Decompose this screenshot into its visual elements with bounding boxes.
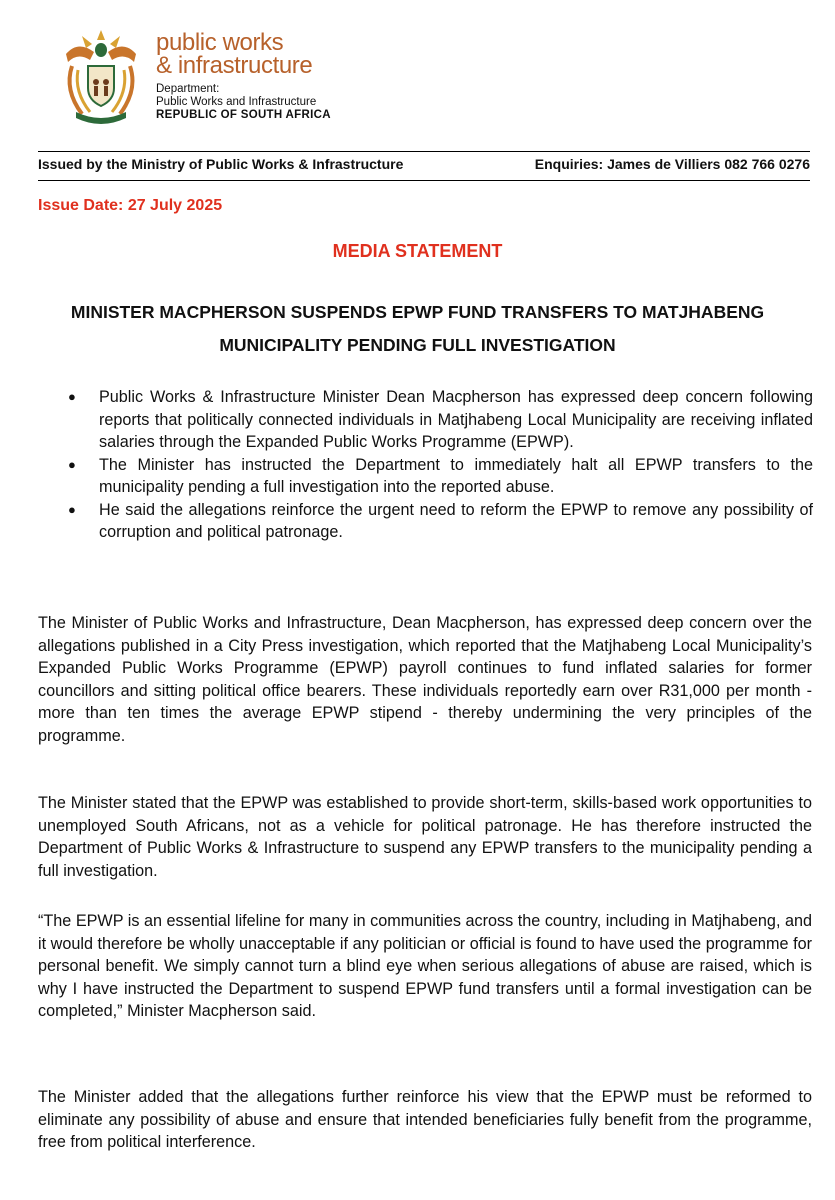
- key-point-text: The Minister has instructed the Department to immediately halt all EPWP transfers to the municipality pending a full investigation into the reported abuse.: [99, 455, 813, 496]
- headline: MINISTER MACPHERSON SUSPENDS EPWP FUND TRANSFERS TO MATJHABENG MUNICIPALITY PENDING FULL INVESTIGATION: [70, 302, 765, 355]
- key-point-text: He said the allegations reinforce the urgent need to reform the EPWP to remove any possibility of corruption and political patronage.: [99, 500, 813, 541]
- key-point: [68, 499, 813, 544]
- issued-by: Issued by the Ministry of Public Works & Infrastructure: [38, 156, 404, 172]
- statement-type: MEDIA STATEMENT: [332, 241, 503, 261]
- key-point-text: Public Works & Infrastructure Minister Dean Macpherson has expressed deep concern following reports that politically connected individuals in Matjhabeng Local Municipality are receiving inflated salaries through the Expanded Public Works Programme (EPWP).: [99, 388, 813, 451]
- south-africa-coat-of-arms-icon: [60, 26, 142, 126]
- key-points-list: [68, 386, 813, 544]
- brand-title: public works & infrastructure: [156, 29, 313, 79]
- dept-line-label: Department:: [156, 83, 220, 95]
- dept-line-name: Public Works and Infrastructure: [156, 96, 317, 108]
- bullet-icon: ●: [68, 456, 76, 472]
- dept-line-country: REPUBLIC OF SOUTH AFRICA: [156, 109, 331, 121]
- body-paragraph: The Minister added that the allegations further reinforce his view that the EPWP must be reformed to eliminate any possibility of abuse and ensure that intended beneficiaries fully benefit from the programme, free from political interference.: [38, 1088, 812, 1151]
- body-paragraph: The Minister of Public Works and Infrastructure, Dean Macpherson, has expressed deep concern over the allegations published in a City Press investigation, which reported that the Matjhabeng Local Municipality’s Expanded Public Works Programme (EPWP) payroll continues to fund inflated salaries for former councillors and sitting political office bearers. These individuals reportedly earn over R31,000 per month - more than ten times the average EPWP stipend - thereby undermining the very principles of the programme.: [38, 614, 812, 745]
- department-logo: [60, 18, 360, 128]
- issue-date: Issue Date: 27 July 2025: [38, 197, 223, 214]
- body-paragraph: The Minister stated that the EPWP was established to provide short-term, skills-based work opportunities to unemployed South Africans, not as a vehicle for political patronage. He has therefore instructed the Department of Public Works & Infrastructure to suspend any EPWP transfers to the municipality pending a full investigation.: [38, 794, 812, 880]
- department-name: [156, 83, 406, 122]
- issuer-row: [38, 156, 810, 172]
- enquiries-contact: Enquiries: James de Villiers 082 766 0276: [534, 156, 810, 172]
- key-point: [68, 386, 813, 454]
- bullet-icon: ●: [68, 501, 76, 517]
- body-paragraph: “The EPWP is an essential lifeline for many in communities across the country, including in Matjhabeng, and it would therefore be wholly unacceptable if any politician or official is found to have used the programme for personal benefit. We simply cannot turn a blind eye when serious allegations of abuse are raised, which is why I have instructed the Department to suspend EPWP fund transfers until a formal investigation can be completed,” Minister Macpherson said.: [38, 912, 812, 1020]
- bullet-icon: ●: [68, 389, 76, 404]
- key-point: [68, 454, 813, 499]
- top-divider: [38, 151, 810, 152]
- bottom-divider: [38, 180, 810, 181]
